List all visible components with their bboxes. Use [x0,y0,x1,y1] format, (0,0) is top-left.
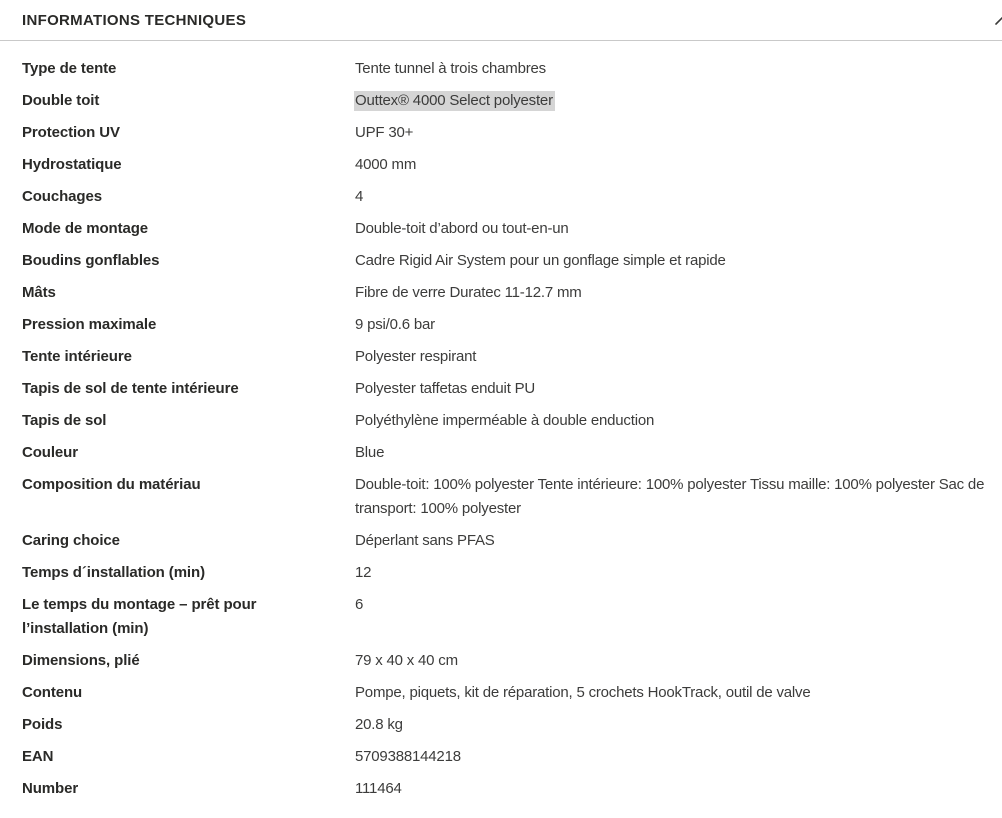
panel-title: INFORMATIONS TECHNIQUES [22,11,247,29]
spec-value [355,593,1002,617]
spec-value [355,345,1002,369]
spec-label: Mâts [22,284,56,301]
spec-value [355,185,1002,209]
spec-value-text: Polyester respirant [355,348,477,365]
table-row [0,281,1002,305]
table-row [0,529,1002,553]
spec-value [355,561,1002,585]
spec-value-text: Polyester taffetas enduit PU [355,380,536,397]
spec-label: Couleur [22,444,78,461]
spec-value [355,473,1002,521]
table-row [0,745,1002,769]
spec-label: Contenu [22,684,83,701]
spec-value [355,313,1002,337]
spec-label: Type de tente [22,60,117,77]
table-row [0,409,1002,433]
spec-label: Composition du matériau [22,476,201,493]
table-row [0,377,1002,401]
spec-label: Mode de montage [22,220,149,237]
spec-label: Dimensions, plié [22,652,140,669]
spec-label: Temps d´installation (min) [22,564,205,581]
spec-value-text: 9 psi/0.6 bar [355,316,435,333]
spec-table [0,41,1002,801]
spec-label: Le temps du montage – prêt pour l’installation (min) [22,596,257,637]
spec-value-text: Pompe, piquets, kit de réparation, 5 crochets HookTrack, outil de valve [355,684,811,701]
table-row [0,441,1002,465]
spec-value-text: 4000 mm [355,156,417,173]
spec-value [355,121,1002,145]
spec-value [355,89,1002,113]
table-row [0,217,1002,241]
spec-label: Pression maximale [22,316,157,333]
table-row [0,777,1002,801]
spec-value [355,777,1002,801]
spec-value-text: UPF 30+ [355,124,414,141]
table-row [0,681,1002,705]
table-row [0,121,1002,145]
spec-value [355,281,1002,305]
spec-value-text-highlighted: Outtex® 4000 Select polyester [355,92,553,109]
spec-label: Tapis de sol [22,412,107,429]
table-row [0,473,1002,521]
spec-value-text: Fibre de verre Duratec 11-12.7 mm [355,284,582,301]
spec-value-text: Polyéthylène imperméable à double enduction [355,412,655,429]
spec-value-text: Double-toit d’abord ou tout-en-un [355,220,569,237]
spec-value [355,377,1002,401]
spec-value-text: 111464 [355,780,402,797]
spec-value-text: Blue [355,444,385,461]
table-row [0,313,1002,337]
spec-value [355,249,1002,273]
spec-value [355,713,1002,737]
panel-header-toggle[interactable] [0,0,1002,41]
table-row [0,89,1002,113]
spec-value [355,649,1002,673]
table-row [0,249,1002,273]
spec-value-text: 12 [355,564,372,581]
spec-label: Boudins gonflables [22,252,160,269]
spec-label: Double toit [22,92,100,109]
spec-value-text: Tente tunnel à trois chambres [355,60,546,77]
spec-value [355,441,1002,465]
spec-value [355,681,1002,705]
table-row [0,185,1002,209]
spec-label: Caring choice [22,532,120,549]
spec-label: EAN [22,748,54,765]
spec-value-text: Cadre Rigid Air System pour un gonflage simple et rapide [355,252,726,269]
spec-label: Number [22,780,79,797]
spec-value [355,57,1002,81]
spec-label: Hydrostatique [22,156,122,173]
spec-label: Tapis de sol de tente intérieure [22,380,239,397]
table-row [0,561,1002,585]
spec-value-text: 4 [355,188,364,205]
chevron-up-icon[interactable] [995,15,1002,25]
spec-value [355,529,1002,553]
spec-value-text: 20.8 kg [355,716,403,733]
spec-value [355,153,1002,177]
spec-value [355,745,1002,769]
spec-label: Tente intérieure [22,348,132,365]
table-row [0,153,1002,177]
spec-value-text: Double-toit: 100% polyester Tente intérieure: 100% polyester Tissu maille: 100% polyester Sac de transport: 100% polyester [355,476,985,517]
table-row [0,713,1002,737]
table-row [0,345,1002,369]
spec-label: Protection UV [22,124,120,141]
spec-value [355,217,1002,241]
spec-value-text: 6 [355,596,364,613]
spec-value [355,409,1002,433]
table-row [0,593,1002,641]
spec-label: Couchages [22,188,102,205]
table-row [0,57,1002,81]
spec-value-text: Déperlant sans PFAS [355,532,495,549]
spec-value-text: 5709388144218 [355,748,461,765]
spec-value-text: 79 x 40 x 40 cm [355,652,458,669]
table-row [0,649,1002,673]
spec-label: Poids [22,716,63,733]
